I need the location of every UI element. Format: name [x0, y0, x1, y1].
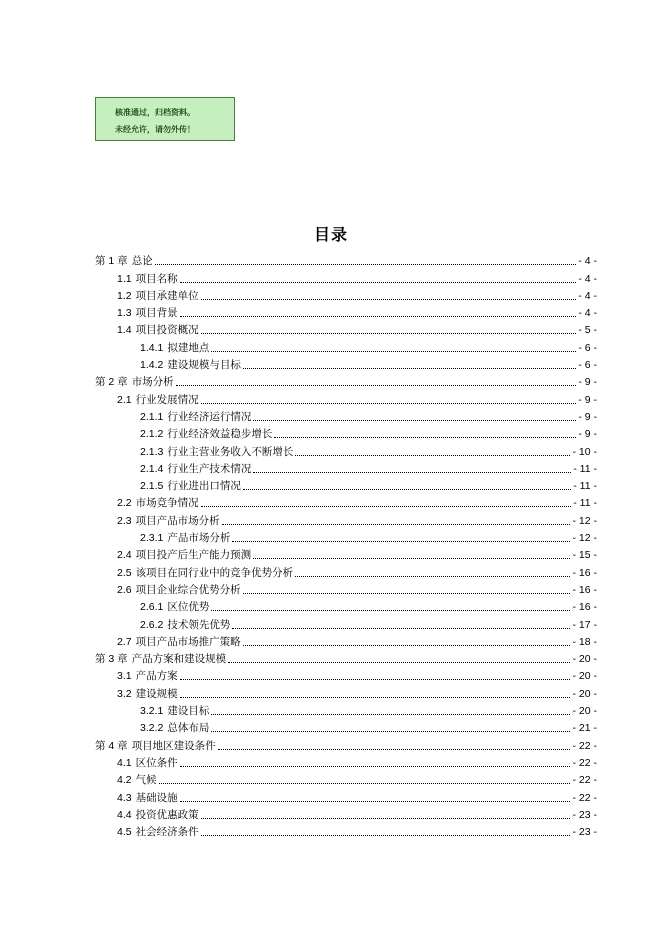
approval-stamp: [95, 97, 235, 141]
toc-entry-number: 2.6.1: [140, 601, 164, 614]
toc-entry-title: 区位优势: [167, 601, 210, 614]
toc-entry-number: 4.2: [117, 774, 132, 787]
toc-dot-leader: [211, 713, 570, 715]
toc-entry-number: 1.2: [117, 289, 132, 302]
toc-dot-leader: [218, 748, 571, 750]
toc-entry-page: - 22 -: [572, 756, 597, 769]
toc-entry-page: - 16 -: [572, 566, 597, 579]
toc-entry[interactable]: [95, 683, 597, 700]
toc-dot-leader: [201, 834, 571, 836]
toc-entry[interactable]: [95, 320, 597, 337]
toc-entry-title: 技术领先优势: [167, 618, 231, 631]
toc-dot-leader: [180, 765, 571, 767]
toc-entry[interactable]: [95, 303, 597, 320]
toc-entry-title: 建设目标: [167, 705, 210, 718]
toc-dot-leader: [211, 730, 570, 732]
toc-entry-number: 4.1: [117, 756, 132, 769]
toc-entry-page: - 6 -: [578, 341, 597, 354]
toc-entry-title: 产品方案和建设规模: [131, 653, 227, 666]
toc-entry-page: - 4 -: [578, 255, 597, 268]
toc-entry-title: 项目名称: [135, 272, 178, 285]
toc-entry[interactable]: [95, 510, 597, 527]
stamp-line-1: 核准通过，归档资料。: [115, 107, 195, 117]
toc-entry-number: 4.4: [117, 808, 132, 821]
toc-entry[interactable]: [95, 597, 597, 614]
toc-dot-leader: [159, 782, 571, 784]
toc-entry-title: 社会经济条件: [135, 826, 199, 839]
toc-entry-page: - 10 -: [572, 445, 597, 458]
toc-entry-page: - 20 -: [572, 653, 597, 666]
toc-entry-number: 2.6.2: [140, 618, 164, 631]
toc-entry-page: - 12 -: [572, 514, 597, 527]
toc-dot-leader: [180, 800, 571, 802]
toc-dot-leader: [253, 471, 571, 473]
toc-entry-title: 项目企业综合优势分析: [135, 583, 241, 596]
toc-dot-leader: [243, 644, 571, 646]
toc-entry-number: 第 4 章: [95, 739, 128, 752]
toc-entry-title: 建设规模: [135, 687, 178, 700]
toc-entry-page: - 11 -: [573, 497, 597, 510]
toc-entry-title: 总论: [131, 255, 153, 268]
toc-entry[interactable]: [95, 753, 597, 770]
toc-entry-page: - 11 -: [573, 462, 597, 475]
toc-dot-leader: [180, 281, 577, 283]
toc-entry[interactable]: [95, 337, 597, 354]
toc-entry-title: 基础设施: [135, 791, 178, 804]
toc-entry-number: 1.4.2: [140, 359, 164, 372]
toc-entry-page: - 9 -: [578, 428, 597, 441]
toc-dot-leader: [176, 384, 577, 386]
toc-dot-leader: [253, 557, 570, 559]
toc-entry-title: 产品市场分析: [167, 532, 231, 545]
toc-entry-number: 2.7: [117, 635, 132, 648]
toc-entry[interactable]: [95, 632, 597, 649]
toc-dot-leader: [243, 367, 576, 369]
toc-dot-leader: [222, 523, 571, 525]
toc-entry-page: - 4 -: [578, 307, 597, 320]
toc-entry[interactable]: [95, 251, 597, 268]
toc-entry-number: 2.1.5: [140, 480, 164, 493]
toc-entry-title: 行业发展情况: [135, 393, 199, 406]
toc-entry-title: 项目投产后生产能力预测: [135, 549, 252, 562]
toc-entry-number: 2.1.3: [140, 445, 164, 458]
toc-dot-leader: [201, 505, 572, 507]
toc-entry-page: - 5 -: [578, 324, 597, 337]
toc-entry[interactable]: [95, 614, 597, 631]
toc-entry-page: - 21 -: [572, 722, 597, 735]
toc-entry-title: 行业主营业务收入不断增长: [167, 445, 294, 458]
toc-entry[interactable]: [95, 424, 597, 441]
toc-entry[interactable]: [95, 735, 597, 752]
toc-entry-title: 行业经济运行情况: [167, 410, 252, 423]
toc-entry-page: - 20 -: [572, 705, 597, 718]
toc-entry-page: - 20 -: [572, 687, 597, 700]
toc-entry[interactable]: [95, 545, 597, 562]
toc-entry-page: - 22 -: [572, 739, 597, 752]
toc-entry-page: - 22 -: [572, 774, 597, 787]
toc-entry-page: - 20 -: [572, 670, 597, 683]
toc-entry-number: 第 2 章: [95, 376, 128, 389]
toc-entry-number: 2.1.1: [140, 410, 164, 423]
toc-entry-title: 气候: [135, 774, 157, 787]
toc-entry-title: 投资优惠政策: [135, 808, 199, 821]
toc-entry[interactable]: [95, 770, 597, 787]
toc-entry-number: 2.5: [117, 566, 132, 579]
toc-entry-number: 2.1.4: [140, 462, 164, 475]
toc-entry[interactable]: [95, 355, 597, 372]
toc-entry-page: - 23 -: [572, 808, 597, 821]
toc-entry[interactable]: [95, 459, 597, 476]
table-of-contents: [95, 251, 597, 839]
toc-dot-leader: [274, 436, 576, 438]
toc-entry[interactable]: [95, 666, 597, 683]
toc-entry-page: - 9 -: [578, 410, 597, 423]
toc-entry-number: 第 1 章: [95, 255, 128, 268]
toc-entry-page: - 22 -: [572, 791, 597, 804]
toc-entry[interactable]: [95, 407, 597, 424]
toc-dot-leader: [201, 402, 577, 404]
toc-entry[interactable]: [95, 372, 597, 389]
toc-entry-page: - 17 -: [572, 618, 597, 631]
toc-entry[interactable]: [95, 493, 597, 510]
toc-entry[interactable]: [95, 441, 597, 458]
toc-entry-title: 产品方案: [135, 670, 178, 683]
toc-entry-title: 行业生产技术情况: [167, 462, 252, 475]
toc-dot-leader: [180, 678, 571, 680]
toc-entry-title: 项目产品市场分析: [135, 514, 220, 527]
toc-entry-title: 项目地区建设条件: [131, 739, 216, 752]
toc-entry-page: - 12 -: [572, 532, 597, 545]
toc-entry[interactable]: [95, 286, 597, 303]
toc-entry-page: - 9 -: [578, 393, 597, 406]
toc-entry-number: 3.1: [117, 670, 132, 683]
toc-entry-number: 3.2: [117, 687, 132, 700]
toc-entry-page: - 15 -: [572, 549, 597, 562]
toc-entry[interactable]: [95, 649, 597, 666]
toc-entry-number: 1.4.1: [140, 341, 164, 354]
toc-entry-number: 2.1: [117, 393, 132, 406]
toc-entry-title: 项目承建单位: [135, 289, 199, 302]
toc-dot-leader: [232, 540, 570, 542]
toc-entry-page: - 16 -: [572, 583, 597, 596]
toc-dot-leader: [295, 454, 570, 456]
toc-entry[interactable]: [95, 580, 597, 597]
toc-entry-number: 2.3.1: [140, 532, 164, 545]
toc-entry-number: 2.4: [117, 549, 132, 562]
toc-entry-title: 行业进出口情况: [167, 480, 241, 493]
toc-dot-leader: [180, 315, 577, 317]
toc-title: 目录: [313, 225, 348, 244]
stamp-line-2: 未经允许，请勿外传！: [115, 124, 195, 134]
toc-dot-leader: [243, 592, 571, 594]
toc-entry-number: 3.2.1: [140, 705, 164, 718]
toc-entry[interactable]: [95, 822, 597, 839]
toc-entry-title: 项目产品市场推广策略: [135, 635, 241, 648]
toc-entry-number: 3.2.2: [140, 722, 164, 735]
toc-dot-leader: [243, 488, 571, 490]
toc-entry-title: 区位条件: [135, 756, 178, 769]
toc-dot-leader: [155, 263, 577, 265]
toc-entry-title: 拟建地点: [167, 341, 210, 354]
toc-entry[interactable]: [95, 787, 597, 804]
toc-dot-leader: [253, 419, 576, 421]
toc-entry-page: - 6 -: [578, 359, 597, 372]
toc-entry[interactable]: [95, 718, 597, 735]
toc-entry-number: 4.5: [117, 826, 132, 839]
toc-entry[interactable]: [95, 701, 597, 718]
toc-entry[interactable]: [95, 562, 597, 579]
toc-dot-leader: [201, 332, 577, 334]
toc-entry-page: - 4 -: [578, 289, 597, 302]
toc-entry-title: 行业经济效益稳步增长: [167, 428, 273, 441]
toc-entry-title: 市场竞争情况: [135, 497, 199, 510]
toc-entry-page: - 18 -: [572, 635, 597, 648]
toc-entry-number: 2.3: [117, 514, 132, 527]
toc-entry-number: 2.1.2: [140, 428, 164, 441]
toc-entry[interactable]: [95, 389, 597, 406]
toc-dot-leader: [295, 575, 570, 577]
toc-dot-leader: [201, 817, 571, 819]
toc-entry-number: 2.2: [117, 497, 132, 510]
toc-dot-leader: [211, 609, 570, 611]
toc-entry-number: 2.6: [117, 583, 132, 596]
toc-entry[interactable]: [95, 268, 597, 285]
toc-entry-title: 市场分析: [131, 376, 174, 389]
toc-entry-title: 项目投资概况: [135, 324, 199, 337]
toc-entry-title: 总体布局: [167, 722, 210, 735]
toc-entry-number: 4.3: [117, 791, 132, 804]
toc-dot-leader: [228, 661, 570, 663]
toc-entry-title: 建设规模与目标: [167, 359, 241, 372]
toc-entry-page: - 11 -: [573, 480, 597, 493]
toc-dot-leader: [201, 298, 577, 300]
toc-entry-title: 项目背景: [135, 307, 178, 320]
toc-dot-leader: [232, 627, 570, 629]
toc-entry-page: - 16 -: [572, 601, 597, 614]
toc-dot-leader: [180, 696, 571, 698]
toc-entry-number: 1.1: [117, 272, 132, 285]
toc-entry-title: 该项目在同行业中的竞争优势分析: [135, 566, 294, 579]
toc-entry-number: 第 3 章: [95, 653, 128, 666]
toc-entry[interactable]: [95, 476, 597, 493]
toc-entry-number: 1.3: [117, 307, 132, 320]
toc-entry-number: 1.4: [117, 324, 132, 337]
toc-entry-page: - 9 -: [578, 376, 597, 389]
toc-entry-page: - 4 -: [578, 272, 597, 285]
toc-entry[interactable]: [95, 805, 597, 822]
toc-entry[interactable]: [95, 528, 597, 545]
toc-entry-page: - 23 -: [572, 826, 597, 839]
toc-dot-leader: [211, 350, 576, 352]
